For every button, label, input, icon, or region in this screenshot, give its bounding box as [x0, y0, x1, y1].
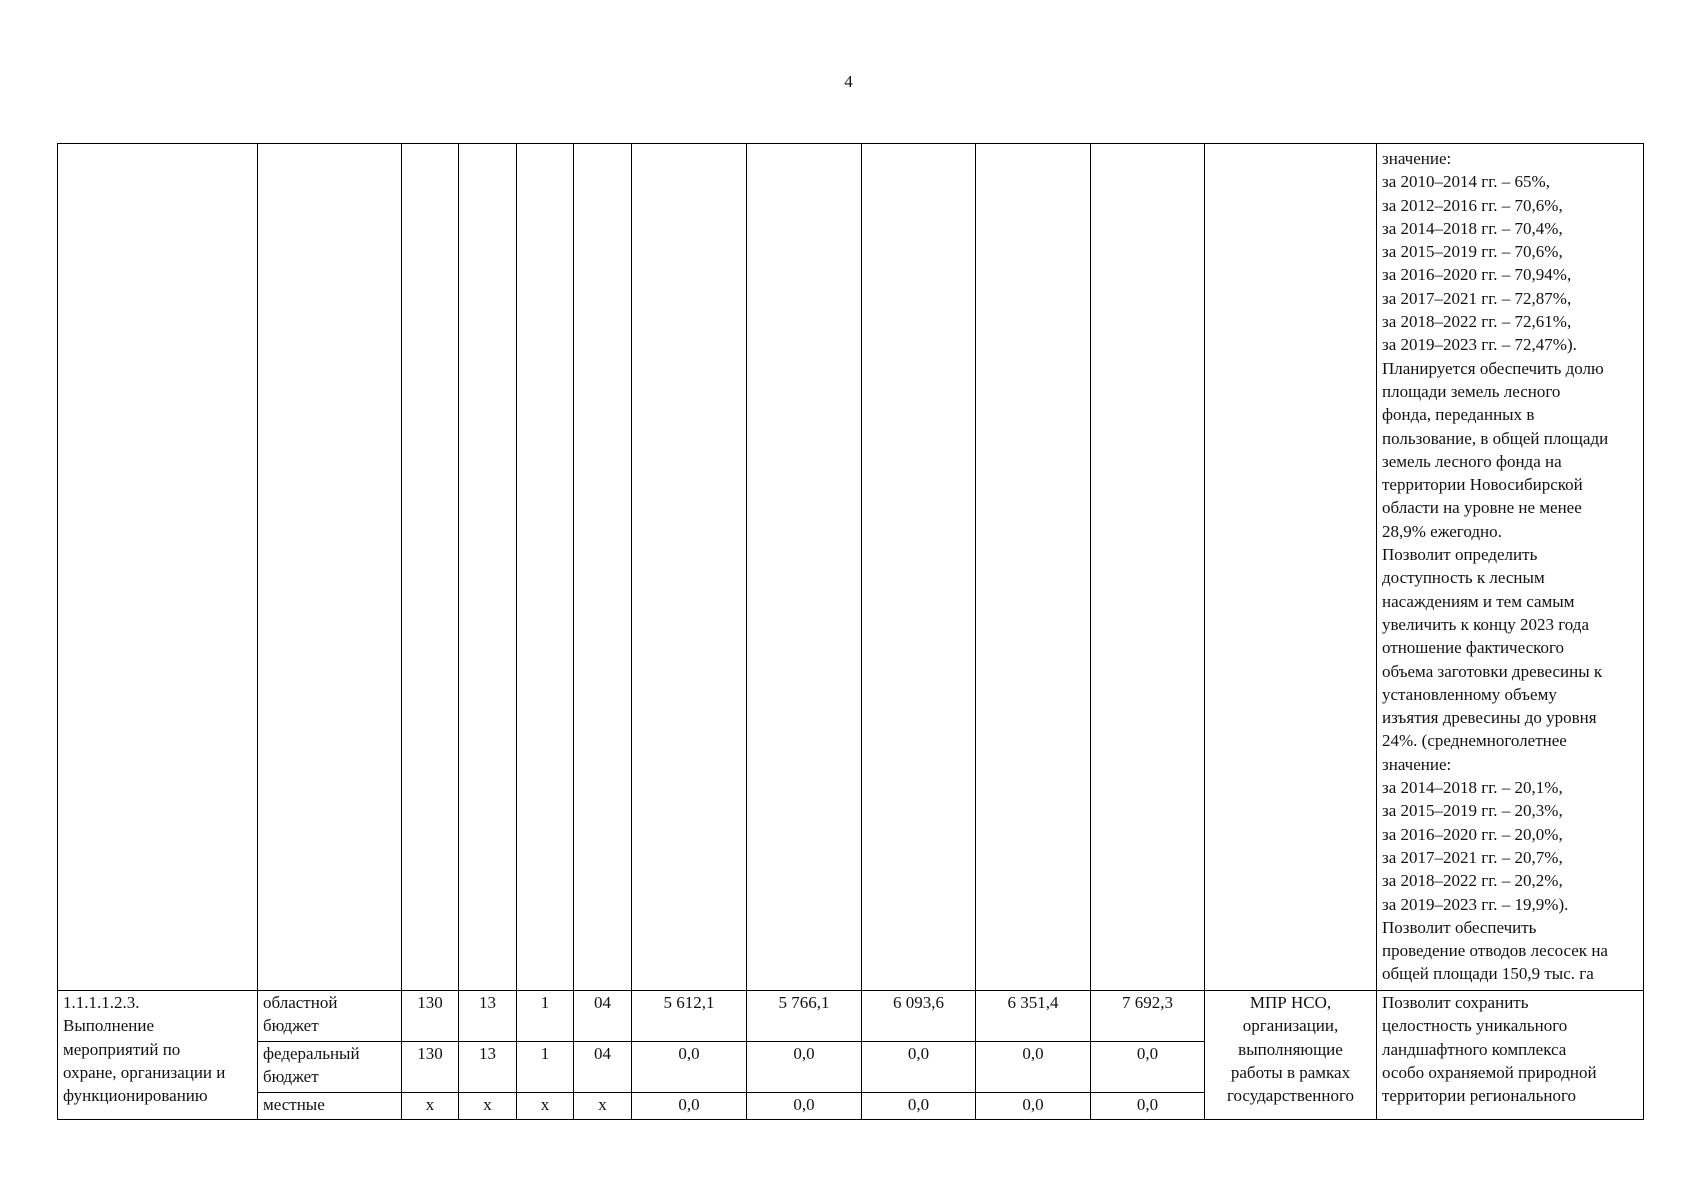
- value-cell: 0,0: [632, 1093, 747, 1120]
- cell-empty: [58, 144, 258, 991]
- expected-result-continuation: значение: за 2010–2014 гг. – 65%, за 2012–2016 гг. – 70,6%, за 2014–2018 гг. – 70,4%, за 2015–2019 гг. – 70,6%, за 2016–2020 гг. – 70,94%, за 2017–2021 гг. – 72,87%, за 2018–2022 гг. – 72,61%, за 2019–2023 гг. – 72,47%). Планируется обеспечить долю площади земель лесного фонда, переданных в пользование, в общей площади земель лесного фонда на территории Новосибирской области на уровне не менее 28,9% ежегодно. Позволит определить доступность к лесным насаждениям и тем самым увеличить к концу 2023 года отношение фактического объема заготовки древесины к установленному объему изъятия древесины до уровня 24%. (среднемноголетнее значение: за 2014–2018 гг. – 20,1%, за 2015–2019 гг. – 20,3%, за 2016–2020 гг. – 20,0%, за 2017–2021 гг. – 20,7%, за 2018–2022 гг. – 20,2%, за 2019–2023 гг. – 19,9%). Позволит обеспечить проведение отводов лесосек на общей площади 150,9 тыс. га: [1377, 144, 1644, 991]
- funding-source-cell: местные: [258, 1093, 402, 1120]
- code-cell: 04: [574, 1042, 632, 1093]
- value-cell: 7 692,3: [1091, 991, 1205, 1042]
- value-cell: 0,0: [976, 1042, 1091, 1093]
- cell-empty: [862, 144, 976, 991]
- continuation-row: [58, 144, 1644, 991]
- value-cell: 6 093,6: [862, 991, 976, 1042]
- value-cell: 0,0: [632, 1042, 747, 1093]
- page-number: 4: [844, 72, 853, 91]
- code-cell: 1: [517, 991, 574, 1042]
- cell-empty: [747, 144, 862, 991]
- funding-source-cell: федеральный бюджет: [258, 1042, 402, 1093]
- code-cell: х: [402, 1093, 459, 1120]
- cell-empty: [258, 144, 402, 991]
- code-cell: 130: [402, 1042, 459, 1093]
- executor-cell: МПР НСО, организации, выполняющие работы в рамках государственного: [1205, 991, 1377, 1120]
- code-cell: 13: [459, 991, 517, 1042]
- table-row-regional-budget: [58, 991, 1644, 1042]
- code-cell: 1: [517, 1042, 574, 1093]
- value-cell: 0,0: [1091, 1093, 1205, 1120]
- code-cell: 130: [402, 991, 459, 1042]
- program-table: [57, 143, 1644, 1120]
- cell-empty: [1205, 144, 1377, 991]
- code-cell: 13: [459, 1042, 517, 1093]
- cell-empty: [1091, 144, 1205, 991]
- value-cell: 0,0: [747, 1093, 862, 1120]
- value-cell: 0,0: [1091, 1042, 1205, 1093]
- code-cell: х: [517, 1093, 574, 1120]
- cell-empty: [574, 144, 632, 991]
- value-cell: 0,0: [747, 1042, 862, 1093]
- cell-empty: [976, 144, 1091, 991]
- code-cell: х: [574, 1093, 632, 1120]
- cell-empty: [402, 144, 459, 991]
- value-cell: 6 351,4: [976, 991, 1091, 1042]
- value-cell: 5 612,1: [632, 991, 747, 1042]
- value-cell: 5 766,1: [747, 991, 862, 1042]
- value-cell: 0,0: [862, 1093, 976, 1120]
- value-cell: 0,0: [976, 1093, 1091, 1120]
- activity-name-cell: 1.1.1.1.2.3. Выполнение мероприятий по охране, организации и функционированию: [58, 991, 258, 1120]
- expected-result-cell: Позволит сохранить целостность уникального ландшафтного комплекса особо охраняемой природной территории регионального: [1377, 991, 1644, 1120]
- cell-empty: [517, 144, 574, 991]
- code-cell: х: [459, 1093, 517, 1120]
- code-cell: 04: [574, 991, 632, 1042]
- cell-empty: [459, 144, 517, 991]
- cell-empty: [632, 144, 747, 991]
- value-cell: 0,0: [862, 1042, 976, 1093]
- funding-source-cell: областной бюджет: [258, 991, 402, 1042]
